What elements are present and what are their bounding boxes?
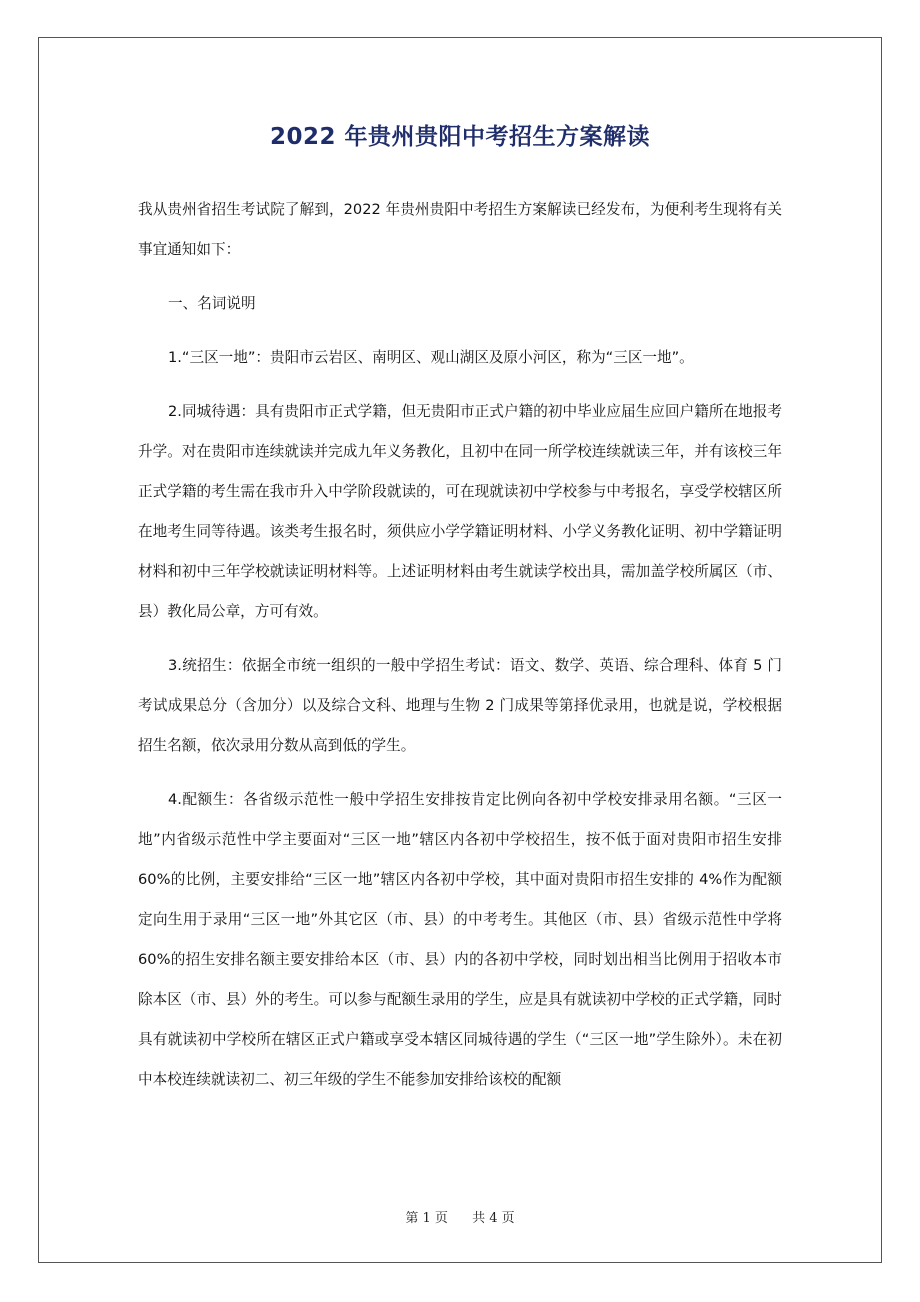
paragraph-item-2: 2.同城待遇：具有贵阳市正式学籍，但无贵阳市正式户籍的初中毕业应届生应回户籍所在地报考升学。对在贵阳市连续就读并完成九年义务教化，且初中在同一所学校连续就读三年，并有该校三年正式学籍的考生需在我市升入中学阶段就读的，可在现就读初中学校参与中考报名，享受学校辖区所在地考生同等待遇。该类考生报名时，须供应小学学籍证明材料、小学义务教化证明、初中学籍证明材料和初中三年学校就读证明材料等。上述证明材料由考生就读学校出具，需加盖学校所属区（市、县）教化局公章，方可有效。 (138, 403, 782, 620)
page-footer (0, 1207, 920, 1226)
page-number: 第 1 页 (405, 1211, 448, 1226)
paragraph-item-4: 4.配额生：各省级示范性一般中学招生安排按肯定比例向各初中学校安排录用名额。“三区一地”内省级示范性中学主要面对“三区一地”辖区内各初中学校招生，按不低于面对贵阳市招生安排 60%的比例，主要安排给“三区一地”辖区内各初中学校，其中面对贵阳市招生安排的 4%作为配额定向生用于录用“三区一地”外其它区（市、县）的中考考生。其他区（市、县）省级示范性中学将 60%的招生安排名额主要安排给本区（市、县）内的各初中学校，同时划出相当比例用于招收本市除本区（市、县）外的考生。可以参与配额生录用的学生，应是具有就读初中学校的正式学籍，同时具有就读初中学校所在辖区正式户籍或享受本辖区同城待遇的学生（“三区一地”学生除外）。未在初中本校连续就读初二、初三年级的学生不能参加安排给该校的配额 (138, 791, 782, 1088)
document-body (138, 190, 782, 1114)
paragraph-item-3: 3.统招生：依据全市统一组织的一般中学招生考试：语文、数学、英语、综合理科、体育 5 门考试成果总分（含加分）以及综合文科、地理与生物 2 门成果等第择优录用，也就是说，学校根据招生名额，依次录用分数从高到低的学生。 (138, 657, 782, 754)
section-heading: 一、名词说明 (168, 295, 256, 312)
page-total: 共 4 页 (472, 1211, 515, 1226)
paragraph-item-1: 1.“三区一地”：贵阳市云岩区、南明区、观山湖区及原小河区，称为“三区一地”。 (168, 349, 694, 366)
document-title: 2022 年贵州贵阳中考招生方案解读 (269, 124, 651, 150)
intro-paragraph: 我从贵州省招生考试院了解到，2022 年贵州贵阳中考招生方案解读已经发布，为便利考生现将有关事宜通知如下： (138, 201, 782, 258)
